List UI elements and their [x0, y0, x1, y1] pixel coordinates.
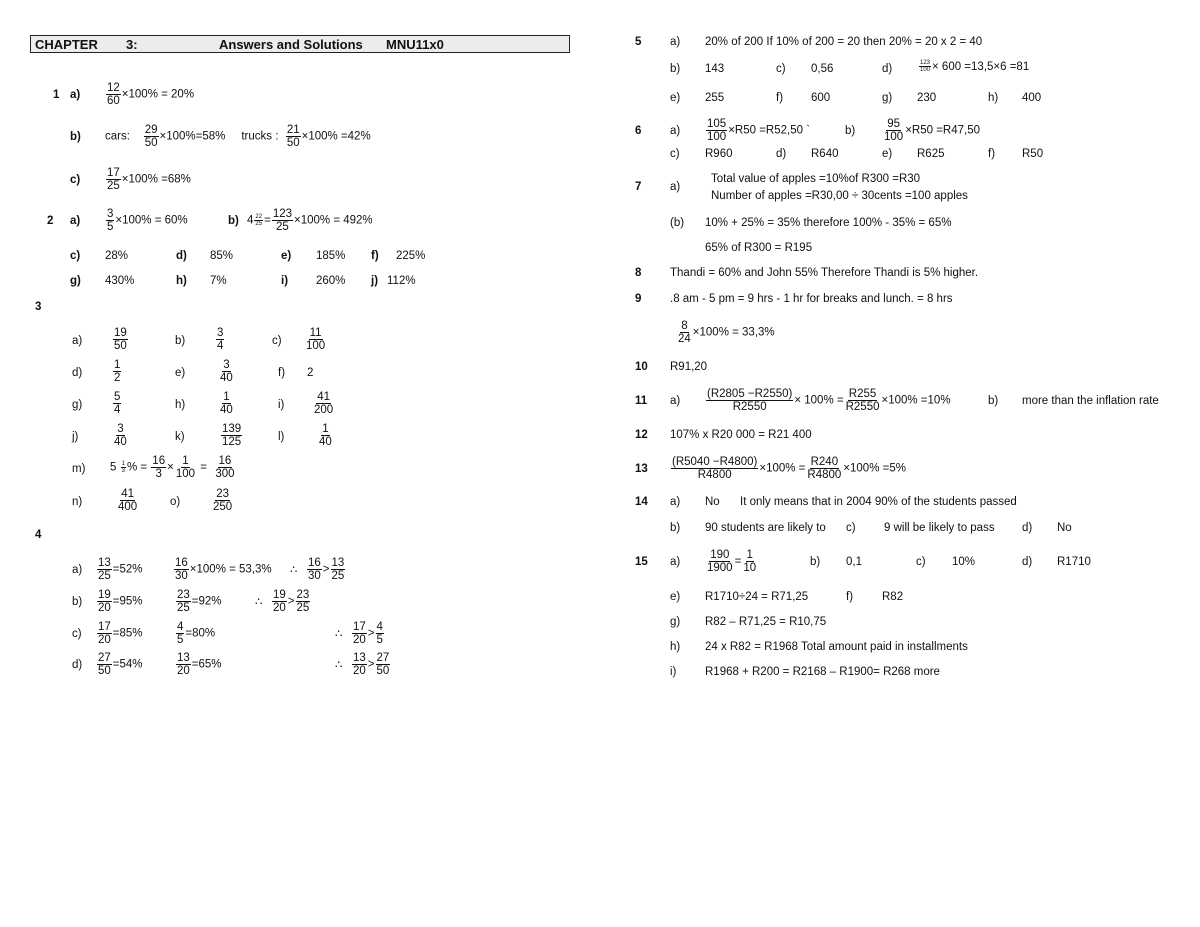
therefore-symbol: ∴	[255, 596, 263, 608]
answer-4b-3: $\frac{19}{20}$ > $\frac{23}{25}$	[273, 589, 310, 615]
part-label: c)	[72, 628, 82, 640]
answer-4d-2: $\frac{13}{20}$ =65%	[177, 652, 222, 678]
therefore-symbol: ∴	[290, 564, 298, 576]
answer-1c: $\frac{17}{25}$ ×100% =68%	[107, 167, 191, 193]
answer-4c-2: $\frac{4}{5}$ =80%	[177, 621, 216, 647]
question-number: 11	[635, 395, 648, 407]
part-label: f)	[776, 92, 784, 104]
answer-3k: $\frac{139}{125}$	[222, 423, 242, 449]
part-label: a)	[670, 496, 681, 508]
course-code: MNU11x0	[386, 37, 444, 52]
part-label: l)	[278, 431, 285, 443]
answer-3d: $\frac{1}{2}$	[114, 359, 121, 385]
answer-6f: R50	[1022, 148, 1044, 160]
answer-5c: 0,56	[811, 63, 834, 75]
answer-11b: more than the inflation rate	[1022, 395, 1159, 407]
question-number: 8	[635, 267, 642, 279]
part-label: n)	[72, 496, 83, 508]
answer-4b-1: $\frac{19}{20}$ =95%	[98, 589, 143, 615]
answer-5b: 143	[705, 63, 725, 75]
part-label: g)	[72, 399, 83, 411]
page-title: Answers and Solutions	[219, 37, 363, 52]
answer-15c: 10%	[952, 556, 976, 568]
answer-5e: 255	[705, 92, 725, 104]
part-label: b)	[70, 131, 81, 143]
answer-15b: 0,1	[846, 556, 862, 568]
part-label: c)	[916, 556, 926, 568]
answer-15g: R82 – R71,25 = R10,75	[705, 616, 827, 628]
part-label: o)	[170, 496, 181, 508]
answer-4c-3: $\frac{17}{20}$ > $\frac{4}{5}$	[353, 621, 383, 647]
answer-6d: R640	[811, 148, 839, 160]
part-label: a)	[72, 564, 83, 576]
part-label: g)	[882, 92, 893, 104]
chapter-number: 3:	[126, 37, 138, 52]
answer-6b: $\frac{95}{100}$ ×R50 =R47,50	[884, 118, 980, 144]
answer-3j: $\frac{3}{40}$	[114, 423, 127, 449]
part-label: h)	[670, 641, 681, 653]
part-label: m)	[72, 463, 86, 475]
question-number: 13	[635, 463, 648, 475]
answer-15e: R1710÷24 = R71,25	[705, 591, 809, 603]
part-label: g)	[70, 275, 81, 287]
answer-5g: 230	[917, 92, 937, 104]
answer-14b: 90 students are likely to	[705, 522, 826, 534]
answer-3l: $\frac{1}{40}$	[319, 423, 332, 449]
part-label: f)	[846, 591, 854, 603]
answer-value: 7%	[210, 275, 227, 287]
answer-4b-2: $\frac{23}{25}$ =92%	[177, 589, 222, 615]
answer-3m: 5 $\frac{1}{3}$ % = $\frac{16}{3}$ × $\frac{1}{100}$ = $\frac{16}{300}$	[110, 455, 235, 481]
answer-3o: $\frac{23}{250}$	[213, 488, 233, 514]
answer-4c-1: $\frac{17}{20}$ =85%	[98, 621, 143, 647]
part-label: i)	[670, 666, 677, 678]
answer-4d-3: $\frac{13}{20}$ > $\frac{27}{50}$	[353, 652, 390, 678]
question-number: 6	[635, 125, 642, 137]
part-label: f)	[278, 367, 286, 379]
answer-4d-1: $\frac{27}{50}$ =54%	[98, 652, 143, 678]
part-label: e)	[175, 367, 186, 379]
part-label: b)	[845, 125, 856, 137]
answer-3i: $\frac{41}{200}$	[314, 391, 334, 417]
answer-14c: 9 will be likely to pass	[884, 522, 995, 534]
answer-5a: 20% of 200 If 10% of 200 = 20 then 20% = 20 x 2 = 40	[705, 36, 983, 48]
question-number: 14	[635, 496, 648, 508]
answer-15d: R1710	[1057, 556, 1091, 568]
answer-12: 107% x R20 000 = R21 400	[670, 429, 812, 441]
part-label: d)	[1022, 522, 1033, 534]
question-number: 10	[635, 361, 648, 373]
part-label: d)	[1022, 556, 1033, 568]
part-label: a)	[670, 556, 681, 568]
answer-7a-line2: Number of apples =R30,00 ÷ 30cents =100 apples	[711, 190, 968, 202]
part-label: j)	[371, 275, 379, 287]
answer-2a: $\frac{3}{5}$ ×100% = 60%	[107, 208, 188, 234]
part-label: c)	[70, 174, 81, 186]
answer-7b-line1: 10% + 25% = 35% therefore 100% - 35% = 65%	[705, 217, 952, 229]
answer-10: R91,20	[670, 361, 708, 373]
part-label: a)	[70, 215, 81, 227]
answer-15a: $\frac{190}{1900}$ = $\frac{1}{10}$	[707, 549, 757, 575]
answer-value: 185%	[316, 250, 346, 262]
part-label: e)	[281, 250, 292, 262]
part-label: b)	[228, 215, 239, 227]
part-label: b)	[810, 556, 821, 568]
answer-2b: 4 $\frac{22}{25}$ = $\frac{123}{25}$ ×100% = 492%	[247, 208, 373, 234]
answer-value: 225%	[396, 250, 426, 262]
answer-11a: $\frac{(R2805 -R2550)}{R2550}$ × 100% = $\frac{R255}{R2550}$ ×100% =10%	[707, 388, 951, 414]
answer-3c: $\frac{11}{100}$	[306, 327, 326, 353]
part-label: a)	[670, 395, 681, 407]
part-label: e)	[882, 148, 893, 160]
part-label: a)	[670, 125, 681, 137]
answer-3b: $\frac{3}{4}$	[217, 327, 224, 353]
answer-6c: R960	[705, 148, 733, 160]
answer-6e: R625	[917, 148, 945, 160]
part-label: j)	[72, 431, 79, 443]
part-label: b)	[670, 522, 681, 534]
answer-14d: No	[1057, 522, 1072, 534]
part-label: e)	[670, 92, 681, 104]
answer-5d: $\frac{123}{100}$ × 600 =13,5×6 =81	[920, 60, 1030, 74]
part-label: b)	[175, 335, 186, 347]
part-label: d)	[776, 148, 787, 160]
part-label: h)	[175, 399, 186, 411]
part-label: b)	[988, 395, 999, 407]
part-label: h)	[176, 275, 187, 287]
answer-4a-2: $\frac{16}{30}$ ×100% = 53,3%	[175, 557, 272, 583]
answer-5h: 400	[1022, 92, 1042, 104]
therefore-symbol: ∴	[335, 659, 343, 671]
part-label: d)	[176, 250, 187, 262]
answer-4a-3: $\frac{16}{30}$ > $\frac{13}{25}$	[308, 557, 345, 583]
answer-14a: It only means that in 2004 90% of the students passed	[740, 496, 1017, 508]
answer-value: 260%	[316, 275, 346, 287]
answer-13: $\frac{(R5040 -R4800)}{R4800}$ ×100% = $\frac{R240}{R4800}$ ×100% =5%	[672, 456, 906, 482]
answer-15h: 24 x R82 = R1968 Total amount paid in installments	[705, 641, 968, 653]
part-label: (b)	[670, 217, 685, 229]
answer-7b-line2: 65% of R300 = R195	[705, 242, 813, 254]
answer-15f: R82	[882, 591, 904, 603]
part-label: b)	[72, 596, 83, 608]
answer-3n: $\frac{41}{400}$	[118, 488, 138, 514]
answer-3a: $\frac{19}{50}$	[114, 327, 127, 353]
answer-1a: $\frac{12}{60}$ ×100% = 20%	[107, 82, 195, 108]
question-number: 9	[635, 293, 642, 305]
answer-8: Thandi = 60% and John 55% Therefore Thandi is 5% higher.	[670, 267, 979, 279]
question-number: 2	[47, 215, 54, 227]
therefore-symbol: ∴	[335, 628, 343, 640]
answer-3g: $\frac{5}{4}$	[114, 391, 121, 417]
part-label: e)	[670, 591, 681, 603]
part-label: k)	[175, 431, 185, 443]
part-label: c)	[272, 335, 282, 347]
answer-value: 112%	[387, 275, 416, 287]
part-label: f)	[371, 250, 379, 262]
part-label: f)	[988, 148, 996, 160]
chapter-header	[30, 35, 570, 53]
answer-value: 430%	[105, 275, 135, 287]
answer-7a-line1: Total value of apples =10%of R300 =R30	[711, 173, 921, 185]
part-label: c)	[670, 148, 680, 160]
answer-9-line1: .8 am - 5 pm = 9 hrs - 1 hr for breaks and lunch. = 8 hrs	[670, 293, 953, 305]
question-number: 12	[635, 429, 648, 441]
part-label: i)	[281, 275, 289, 287]
answer-6a: $\frac{105}{100}$ ×R50 =R52,50 `	[707, 118, 811, 144]
answer-5f: 600	[811, 92, 831, 104]
part-label: c)	[776, 63, 786, 75]
answer-3f: 2	[307, 367, 314, 379]
chapter-label: CHAPTER	[35, 37, 98, 52]
question-number: 4	[35, 529, 42, 541]
question-number: 5	[635, 36, 642, 48]
answer-3e: $\frac{3}{40}$	[220, 359, 233, 385]
part-label: d)	[882, 63, 893, 75]
part-label: i)	[278, 399, 285, 411]
answer-value: 28%	[105, 250, 129, 262]
part-label: c)	[70, 250, 81, 262]
answer-14a-value: No	[705, 496, 720, 508]
question-number: 15	[635, 556, 648, 568]
question-number: 7	[635, 181, 642, 193]
answer-3h: $\frac{1}{40}$	[220, 391, 233, 417]
question-number: 1	[53, 89, 60, 101]
part-label: d)	[72, 659, 83, 671]
part-label: a)	[670, 36, 681, 48]
part-label: a)	[72, 335, 83, 347]
part-label: b)	[670, 63, 681, 75]
answer-1b: cars: $\frac{29}{50}$ ×100%=58% trucks : $\frac{21}{50}$ ×100% =42%	[105, 124, 371, 150]
question-number: 3	[35, 301, 42, 313]
answer-9-line2: $\frac{8}{24}$ ×100% = 33,3%	[678, 320, 775, 346]
part-label: g)	[670, 616, 681, 628]
answer-4a-1: $\frac{13}{25}$ =52%	[98, 557, 143, 583]
part-label: a)	[670, 181, 681, 193]
answer-value: 85%	[210, 250, 234, 262]
part-label: h)	[988, 92, 999, 104]
part-label: c)	[846, 522, 856, 534]
answer-15i: R1968 + R200 = R2168 – R1900= R268 more	[705, 666, 940, 678]
part-label: d)	[72, 367, 83, 379]
part-label: a)	[70, 89, 81, 101]
